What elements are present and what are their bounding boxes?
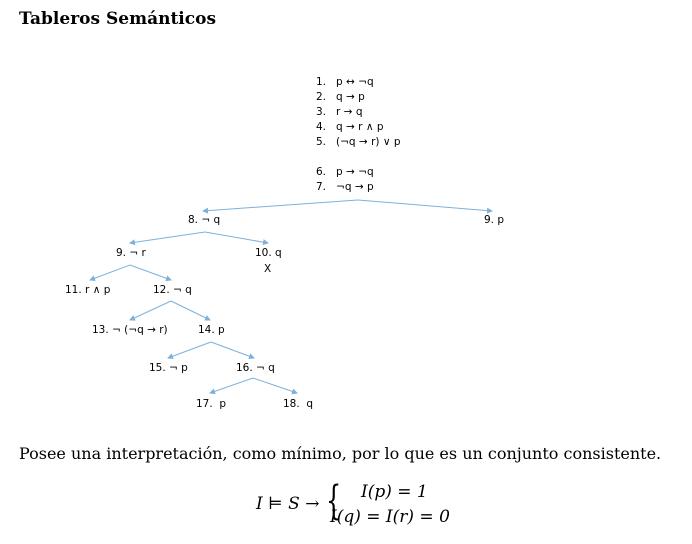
node-17: 17. p — [196, 398, 227, 410]
edge-16-17 — [210, 378, 253, 393]
formula-lhs: I ⊨ S → — [256, 494, 320, 514]
node-11: 11. r ∧ p — [65, 284, 111, 296]
edge-8-9r — [130, 232, 205, 243]
node-9-p: 9. p — [484, 214, 505, 226]
edge-14-16 — [211, 342, 254, 358]
edge-7-8 — [203, 200, 358, 211]
node-14: 14. p — [198, 324, 225, 336]
formula-line-1: I(p) = 1 — [361, 482, 428, 502]
node-9-not-r: 9. ¬ r — [116, 247, 146, 259]
page-title: Tableros Semánticos — [19, 9, 217, 29]
premise-3: 3. r → q — [316, 106, 363, 118]
premise-5: 5. (¬q → r) ∨ p — [316, 136, 401, 148]
node-18: 18. q — [283, 398, 314, 410]
edge-14-15 — [168, 342, 211, 358]
node-10: 10. q — [255, 247, 282, 259]
derived-6: 6. p → ¬q — [316, 166, 374, 178]
edge-12-13 — [130, 301, 171, 320]
edge-8-10 — [205, 232, 268, 243]
node-12: 12. ¬ q — [153, 284, 192, 296]
edge-16-18 — [253, 378, 297, 393]
premise-1: 1. p ↔ ¬q — [316, 76, 374, 88]
edge-12-14 — [171, 301, 210, 320]
node-8: 8. ¬ q — [188, 214, 221, 226]
node-15: 15. ¬ p — [149, 362, 188, 374]
node-16: 16. ¬ q — [236, 362, 275, 374]
derived-7: 7. ¬q → p — [316, 181, 374, 193]
node-13: 13. ¬ (¬q → r) — [92, 324, 168, 336]
conclusion-text: Posee una interpretación, como mínimo, por lo que es un conjunto consistente. — [19, 444, 662, 463]
formula-line-2: I(q) = I(r) = 0 — [330, 507, 450, 527]
premise-2: 2. q → p — [316, 91, 365, 103]
formula-brace: { — [326, 478, 342, 524]
edge-7-9p — [358, 200, 492, 211]
edge-9r-11 — [90, 265, 130, 280]
edge-9r-12 — [130, 265, 171, 280]
premise-4: 4. q → r ∧ p — [316, 121, 384, 133]
closed-branch-mark: X — [264, 263, 272, 275]
